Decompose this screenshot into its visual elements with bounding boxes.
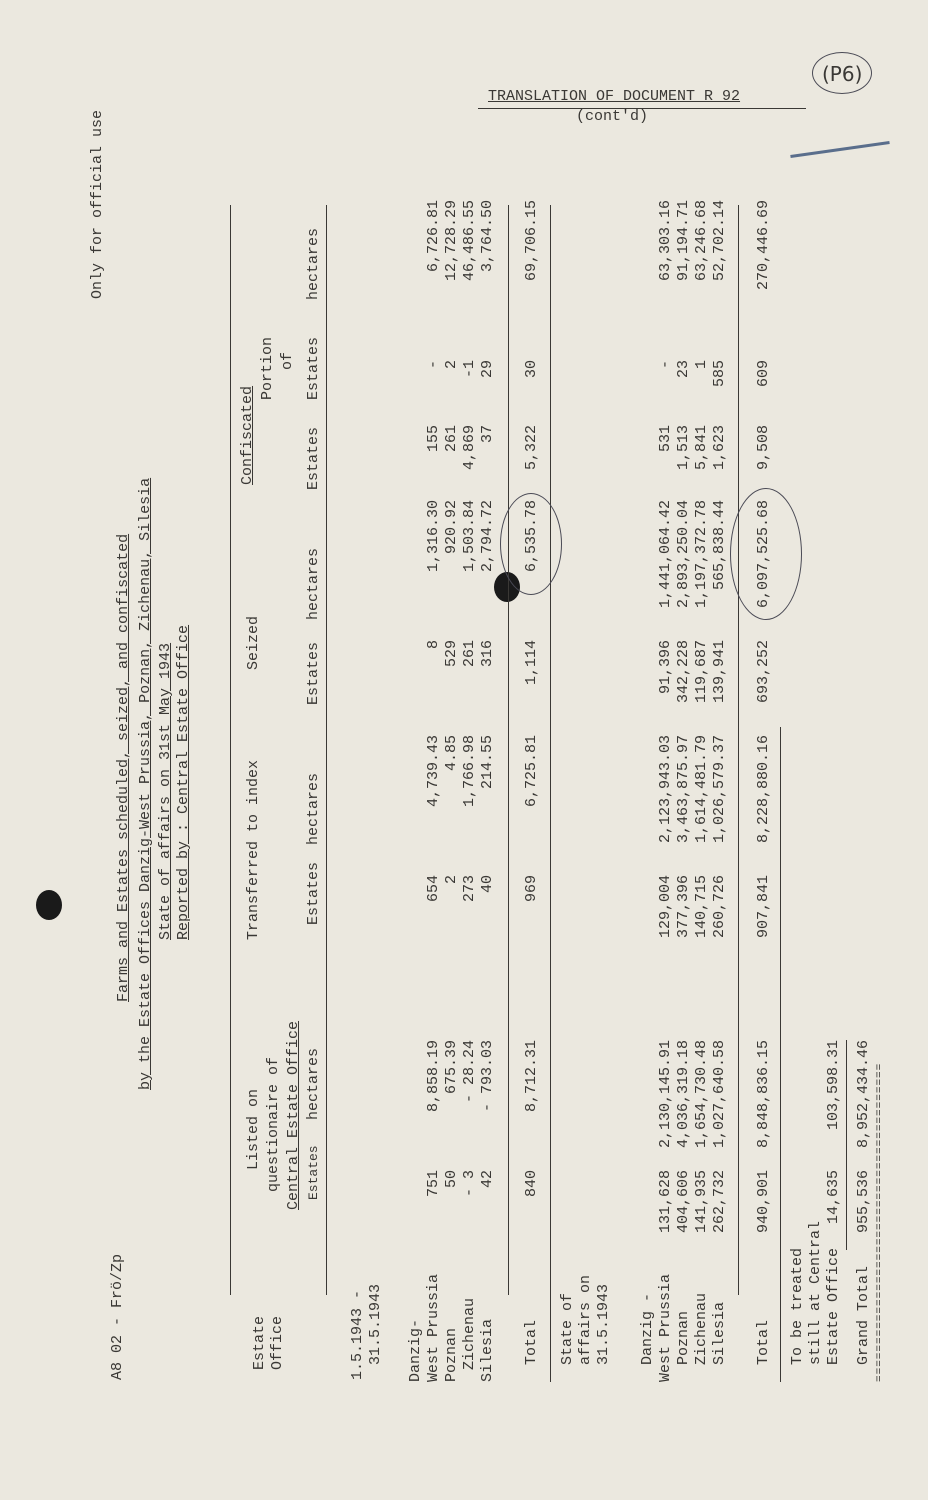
pencil-circle-state — [730, 488, 802, 620]
state-row-3-col-5: 119,687 — [693, 640, 710, 704]
period-row-4-col-5: 316 — [479, 640, 496, 668]
state-row-2-col-8: 23 — [675, 360, 692, 379]
hdr-listed-estates: Estates — [306, 1145, 321, 1200]
state-total-label: Total — [755, 1319, 772, 1365]
treated-label-1: To be treated — [789, 1247, 806, 1365]
period-office-3: Poznan — [443, 1327, 460, 1382]
header-bottom-rule — [326, 205, 327, 1295]
hdr-transferred-hectares: hectares — [305, 772, 322, 845]
period-row-3-col-4: 1,766.98 — [461, 735, 478, 808]
state-row-2-col-7: 1,513 — [675, 425, 692, 471]
hdr-listed: Listed on — [245, 1088, 262, 1170]
state-total-rule — [738, 205, 739, 1295]
hdr-portion-estates: Estates — [305, 336, 322, 400]
hdr-seized: Seized — [245, 615, 262, 670]
state-row-1-col-1: 131,628 — [657, 1170, 674, 1234]
state-row-1-col-5: 91,396 — [657, 640, 674, 695]
period-office-5: Silesia — [479, 1318, 496, 1382]
period-total-rule — [508, 205, 509, 1295]
period-total-col-3: 969 — [523, 875, 540, 903]
hdr-transferred: Transferred to index — [245, 759, 262, 940]
period-total-col-2: 8,712.31 — [523, 1040, 540, 1113]
state-office-5: Silesia — [711, 1301, 728, 1365]
hdr-office: Office — [269, 1315, 286, 1370]
state-row-1-col-2: 2,130,145.91 — [657, 1040, 674, 1149]
state-row-1-col-4: 2,123,943.03 — [657, 735, 674, 844]
period-label-2: 31.5.1943 — [367, 1283, 384, 1365]
period-row-3-col-1: - 3 — [461, 1170, 478, 1198]
state-total-col-8: 609 — [755, 360, 772, 388]
period-row-4-col-9: 3,764.50 — [479, 200, 496, 273]
state-row-2-col-6: 2,893,250.04 — [675, 500, 692, 609]
state-row-1-col-7: 531 — [657, 425, 674, 453]
state-total-bottom-rule — [780, 727, 781, 1382]
state-row-3-col-6: 1,197,372.78 — [693, 500, 710, 609]
hdr-conf-estates: Estates — [305, 426, 322, 490]
state-total-col-6: 6,097,525.68 — [755, 500, 772, 609]
treated-rule — [846, 1040, 847, 1250]
period-row-1-col-7: 155 — [425, 425, 442, 453]
period-row-2-col-3: 2 — [443, 875, 460, 885]
hdr-portion: Portion — [259, 336, 276, 400]
period-total-bottom-rule — [550, 205, 551, 1382]
state-row-1-col-6: 1,441,064.42 — [657, 500, 674, 609]
state-row-3-col-7: 5,841 — [693, 425, 710, 471]
period-row-3-col-8: -1 — [461, 360, 478, 379]
period-total-col-6: 6,535.78 — [523, 500, 540, 573]
period-row-2-col-8: 2 — [443, 360, 460, 370]
hdr-estate: Estate — [251, 1315, 268, 1370]
state-row-3-col-3: 140,715 — [693, 875, 710, 939]
treated-label-3: Estate Office — [825, 1247, 842, 1365]
state-row-3-col-8: 1 — [693, 360, 710, 370]
treated-label-2: still at Central — [807, 1220, 824, 1365]
period-row-4-col-7: 37 — [479, 425, 496, 444]
state-row-2-col-9: 91,194.71 — [675, 200, 692, 282]
period-row-3-col-9: 46,486.55 — [461, 200, 478, 282]
period-label-1: 1.5.1943 - — [349, 1289, 366, 1380]
period-row-1-col-3: 654 — [425, 875, 442, 903]
grand-total-underline: ========================================== — [874, 1062, 886, 1382]
state-total-col-2: 8,848,836.15 — [755, 1040, 772, 1149]
state-total-col-7: 9,508 — [755, 425, 772, 471]
state-row-4-col-2: 1,027,640.58 — [711, 1040, 728, 1149]
state-total-col-9: 270,446.69 — [755, 200, 772, 291]
state-row-3-col-1: 141,935 — [693, 1170, 710, 1234]
pencil-circle-period — [500, 493, 562, 595]
period-row-2-col-7: 261 — [443, 425, 460, 453]
state-row-2-col-4: 3,463,875.97 — [675, 735, 692, 844]
state-row-2-col-5: 342,228 — [675, 640, 692, 704]
state-row-3-col-9: 63,246.68 — [693, 200, 710, 282]
hdr-seized-hectares: hectares — [305, 547, 322, 620]
state-total-col-3: 907,841 — [755, 875, 772, 939]
period-row-4-col-2: - 793.03 — [479, 1040, 496, 1113]
treated-hectares: 103,598.31 — [825, 1040, 842, 1131]
period-row-4-col-4: 214.55 — [479, 735, 496, 790]
translation-contd: (cont'd) — [576, 108, 649, 125]
state-office-1: Danzig - — [639, 1292, 656, 1365]
state-row-4-col-4: 1,026,579.37 — [711, 735, 728, 844]
state-office-4: Zichenau — [693, 1292, 710, 1365]
period-row-1-col-9: 6,726.81 — [425, 200, 442, 273]
state-row-1-col-8: - — [657, 360, 674, 370]
state-row-4-col-5: 139,941 — [711, 640, 728, 704]
period-row-2-col-4: 4.85 — [443, 735, 460, 772]
period-total-label: Total — [523, 1319, 540, 1365]
state-total-col-1: 940,901 — [755, 1170, 772, 1234]
state-row-4-col-1: 262,732 — [711, 1170, 728, 1234]
period-row-3-col-2: - 28.24 — [461, 1040, 478, 1104]
period-row-4-col-1: 42 — [479, 1170, 496, 1189]
state-office-2: West Prussia — [657, 1273, 674, 1382]
period-row-3-col-7: 4,869 — [461, 425, 478, 471]
period-office-2: West Prussia — [425, 1273, 442, 1382]
state-row-3-col-2: 1,654,730.48 — [693, 1040, 710, 1149]
period-total-col-8: 30 — [523, 360, 540, 379]
period-row-3-col-3: 273 — [461, 875, 478, 903]
hdr-listed-hectares: hectares — [305, 1047, 322, 1120]
state-label-2: affairs on — [577, 1274, 594, 1365]
state-row-1-col-9: 63,303.16 — [657, 200, 674, 282]
state-row-4-col-8: 585 — [711, 360, 728, 388]
period-office-4: Zichenau — [461, 1297, 478, 1370]
translation-title: TRANSLATION OF DOCUMENT R 92 — [488, 88, 741, 105]
state-row-2-col-1: 404,606 — [675, 1170, 692, 1234]
period-row-3-col-5: 261 — [461, 640, 478, 668]
doc-ref: A8 02 - Frö/Zp — [109, 1253, 126, 1380]
state-row-4-col-6: 565,838.44 — [711, 500, 728, 591]
period-row-4-col-6: 2,794.72 — [479, 500, 496, 573]
grand-total-estates: 955,536 — [855, 1170, 872, 1234]
state-row-2-col-2: 4,036,319.18 — [675, 1040, 692, 1149]
period-row-1-col-2: 8,858.19 — [425, 1040, 442, 1113]
state-row-3-col-4: 1,614,481.79 — [693, 735, 710, 844]
grand-total-hectares: 8,952,434.46 — [855, 1040, 872, 1149]
hdr-questionaire: questionaire of — [265, 1056, 282, 1192]
period-total-col-5: 1,114 — [523, 640, 540, 686]
hdr-conf-hectares: hectares — [305, 227, 322, 300]
hdr-of: of — [279, 351, 296, 370]
state-row-4-col-7: 1,623 — [711, 425, 728, 471]
period-total-col-9: 69,706.15 — [523, 200, 540, 282]
period-total-col-7: 5,322 — [523, 425, 540, 471]
period-row-2-col-1: 50 — [443, 1170, 460, 1189]
state-row-4-col-9: 52,702.14 — [711, 200, 728, 282]
title-line-1: Farms and Estates scheduled, seized, and confiscated — [115, 533, 132, 1002]
treated-estates: 14,635 — [825, 1170, 842, 1225]
period-row-2-col-2: 675.39 — [443, 1040, 460, 1095]
hdr-central: Central Estate Office — [285, 1020, 302, 1210]
official-use: Only for official use — [89, 110, 106, 300]
period-row-1-col-1: 751 — [425, 1170, 442, 1198]
header-top-rule — [230, 205, 231, 1295]
title-line-4: Reported by : Central Estate Office — [175, 624, 192, 940]
state-row-1-col-3: 129,004 — [657, 875, 674, 939]
state-label-3: 31.5.1943 — [595, 1283, 612, 1365]
state-office-3: Poznan — [675, 1310, 692, 1365]
period-row-2-col-9: 12,728.29 — [443, 200, 460, 282]
period-row-3-col-6: 1,503.84 — [461, 500, 478, 573]
period-row-1-col-4: 4,739.43 — [425, 735, 442, 808]
state-row-4-col-3: 260,726 — [711, 875, 728, 939]
state-total-col-5: 693,252 — [755, 640, 772, 704]
state-label-1: State of — [559, 1292, 576, 1365]
title-line-3: State of affairs on 31st May 1943 — [157, 642, 174, 940]
period-row-1-col-8: - — [425, 360, 442, 370]
period-row-2-col-5: 529 — [443, 640, 460, 668]
hdr-seized-estates: Estates — [305, 641, 322, 705]
grand-total-label: Grand Total — [855, 1265, 872, 1365]
title-line-2: by the Estate Offices Danzig-West Prussia, Poznan, Zichenau, Silesia — [137, 477, 154, 1090]
state-row-2-col-3: 377,396 — [675, 875, 692, 939]
page-stamp: (P6) — [822, 62, 863, 86]
period-row-4-col-3: 40 — [479, 875, 496, 894]
period-row-1-col-5: 8 — [425, 640, 442, 650]
period-row-1-col-6: 1,316.30 — [425, 500, 442, 573]
hdr-confiscated: Confiscated — [239, 385, 256, 485]
hdr-transferred-estates: Estates — [305, 861, 322, 925]
period-office-1: Danzig- — [407, 1318, 424, 1382]
period-row-2-col-6: 920.92 — [443, 500, 460, 555]
period-total-col-4: 6,725.81 — [523, 735, 540, 808]
state-total-col-4: 8,228,880.16 — [755, 735, 772, 844]
period-total-col-1: 840 — [523, 1170, 540, 1198]
period-row-4-col-8: 29 — [479, 360, 496, 379]
